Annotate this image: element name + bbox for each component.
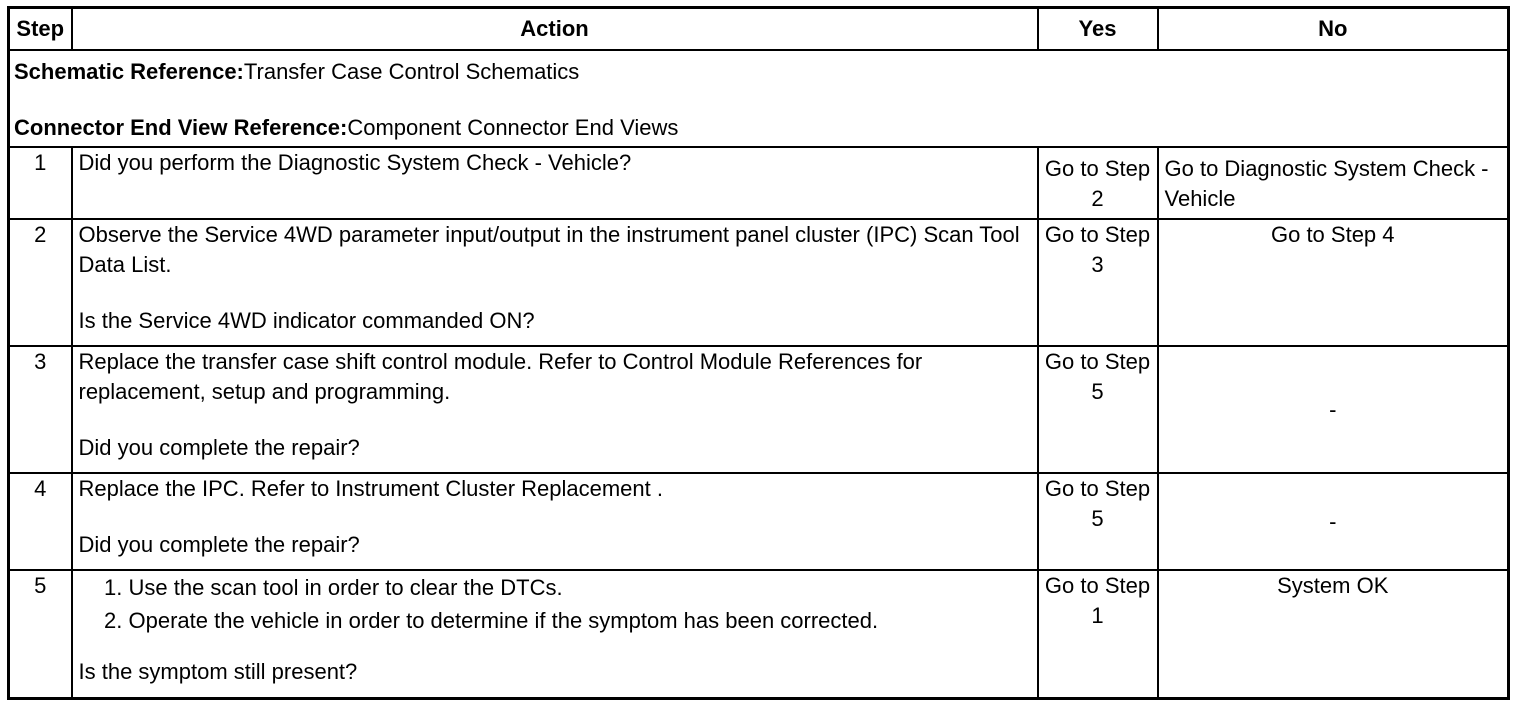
header-no: No <box>1158 8 1509 51</box>
action-cell <box>72 473 1038 570</box>
table-row <box>9 147 1509 219</box>
action-text: Observe the Service 4WD parameter input/output in the instrument panel cluster (IPC) Scan Tool Data List. <box>78 222 1020 277</box>
connector-reference-link[interactable]: Component Connector End Views <box>347 115 679 140</box>
schematic-reference-label: Schematic Reference: <box>14 59 244 84</box>
no-value: System OK <box>1158 570 1509 698</box>
question-text: Is the symptom still present? <box>78 659 358 684</box>
action-text: Replace the transfer case shift control module. Refer to Control Module References for replacement, setup and programming. <box>78 349 923 404</box>
table-row <box>9 570 1509 698</box>
step-number: 4 <box>9 473 72 570</box>
action-cell <box>72 346 1038 473</box>
list-item: 1. Use the scan tool in order to clear the DTCs. <box>129 571 1031 604</box>
question-text: Did you complete the repair? <box>78 532 360 557</box>
action-cell <box>72 570 1038 698</box>
action-text: Replace the IPC. Refer to Instrument Cluster Replacement . <box>78 476 663 501</box>
header-action: Action <box>72 8 1038 51</box>
yes-link[interactable]: Go to Step 2 <box>1038 147 1158 219</box>
action-cell <box>72 219 1038 346</box>
table-row <box>9 219 1509 346</box>
list-item: 2. Operate the vehicle in order to determine if the symptom has been corrected. <box>129 604 1031 637</box>
step-number: 3 <box>9 346 72 473</box>
no-link[interactable]: Go to Step 4 <box>1158 219 1509 346</box>
no-link[interactable]: Go to Diagnostic System Check - Vehicle <box>1158 147 1509 219</box>
reference-row <box>9 50 1509 147</box>
yes-link[interactable]: Go to Step 3 <box>1038 219 1158 346</box>
yes-link[interactable]: Go to Step 1 <box>1038 570 1158 698</box>
diagnostic-table <box>7 6 1510 700</box>
question-text: Did you complete the repair? <box>78 435 360 460</box>
action-text: Did you perform the Diagnostic System Check - Vehicle? <box>78 150 632 175</box>
action-cell <box>72 147 1038 219</box>
yes-link[interactable]: Go to Step 5 <box>1038 473 1158 570</box>
header-step: Step <box>9 8 72 51</box>
step-number: 2 <box>9 219 72 346</box>
no-value: - <box>1158 473 1509 570</box>
step-number: 5 <box>9 570 72 698</box>
table-row <box>9 473 1509 570</box>
reference-cell <box>9 50 1509 147</box>
question-text: Is the Service 4WD indicator commanded ON? <box>78 308 535 333</box>
yes-link[interactable]: Go to Step 5 <box>1038 346 1158 473</box>
connector-reference-label: Connector End View Reference: <box>14 115 348 140</box>
connector-reference <box>14 113 1503 143</box>
procedure-list <box>79 571 1031 637</box>
schematic-reference <box>14 57 1503 87</box>
schematic-reference-link[interactable]: Transfer Case Control Schematics <box>243 59 580 84</box>
header-row <box>9 8 1509 51</box>
step-number: 1 <box>9 147 72 219</box>
no-value: - <box>1158 346 1509 473</box>
header-yes: Yes <box>1038 8 1158 51</box>
table-row <box>9 346 1509 473</box>
